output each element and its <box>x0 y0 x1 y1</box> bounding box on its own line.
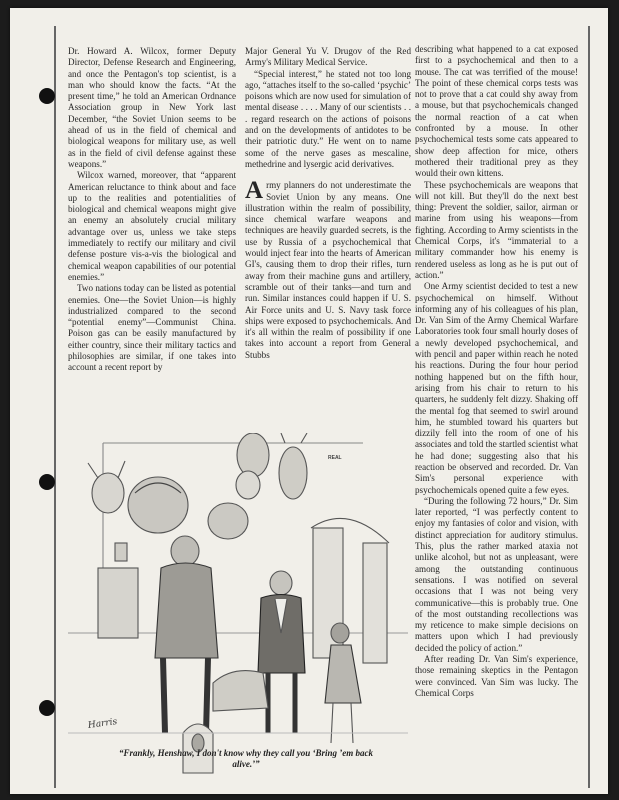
paragraph-dropcap <box>245 177 411 361</box>
document-page <box>10 8 608 794</box>
article-column-2 <box>245 46 411 361</box>
paragraph: Wilcox warned, moreover, that “apparent American reluctance to think about and face up to the realities and potentialities of biological and chemical weapons might give an enemy an absolutely crucial military advantage over us, unless we take steps immediately to rectify our military and civil defense posture vis-a-vis the biological and chemical weapon capabilities of our potential enemies.” <box>68 170 236 282</box>
punch-hole-top <box>39 88 55 104</box>
paragraph: Major General Yu V. Drugov of the Red Army's Military Medical Service. <box>245 46 411 68</box>
cartoon-illustration <box>63 433 410 785</box>
paragraph: “During the following 72 hours,” Dr. Sim later reported, “I was perfectly content to enjoy my fantasies of color and vision, with distinct appreciation for auditory stimulus. This, plus the rather marked ataxia not unlike alcohol, but not as unpleasant, were among the outstanding continuous sensations. I was notified on several occasions that I was not being very communicative—this is probably true. One of the most outstanding recollections was my reticence to make simple decisions on matters upon which I had previously decided the policy of action.” <box>415 495 578 653</box>
paragraph: describing what happened to a cat exposed first to a psychochemical and then to a mouse. The cat was terrified of the mouse! The point of these chemical corps tests was not to prove that a cat could shy away from a mouse, but that psychochemicals changed the normal reaction of a cat when confronted by a mouse. In other psychochemical tests some cats appeared to show deep affection for mice, others mothered their traditional prey as they would their own kittens. <box>415 44 578 179</box>
paragraph: “Special interest,” he stated not too long ago, “attaches itself to the so-called ‘psychic’ poisons which are now used for simulation of mental disease . . . . Many of our scientists . . . regard research on the actions of poisons and on the developments of antidotes to be their patriotic duty.” He went on to name some of the nerve gases as mescaline, methedrine and lysergic acid derivatives. <box>245 68 411 169</box>
cartoon-drawing <box>63 433 410 785</box>
paragraph: Two nations today can be listed as potential enemies. One—the Soviet Union—is highly industrialized compared to the second “potential enemy”—Communist China. Poison gas can be easily manufactured by either country, since their military tactics and philosophies are similar, if one takes into account a recent report by <box>68 283 236 373</box>
cartoon-label: REAL <box>328 455 342 461</box>
article-column-1 <box>68 46 236 374</box>
artist-signature: Harris <box>87 717 118 731</box>
paragraph: After reading Dr. Van Sim's experience, those remaining skeptics in the Pentagon were convinced. Van Sim was lucky. The Chemical Corps <box>415 654 578 698</box>
paragraph: Dr. Howard A. Wilcox, former Deputy Director, Defense Research and Engineering, and once the Pentagon's top scientist, is a man who should know the facts. “At the present time,” he told an American Ordnance Association group in New York last December, “the Soviet Union seems to be ahead of us in the field of chemical and biological weapons for military use, as well as in the field of civil defense against these weapons.” <box>68 46 236 169</box>
punch-hole-bottom <box>39 700 55 716</box>
paragraph: These psychochemicals are weapons that will not kill. But they'll do the next best thing: Prevent the soldier, sailor, airman or marine from using his weapons—from fighting. According to Army scientists in the Chemical Corps, it's “immaterial to a military commander how his enemy is rendered useless as long as he is put out of action.” <box>415 179 578 280</box>
drop-cap: A <box>245 177 264 205</box>
paragraph: One Army scientist decided to test a new psychochemical on himself. Without informing any of his colleagues of his plan, Dr. Van Sim of the Army Chemical Warfare Laboratories took four small hourly doses of a newly developed psychochemical, and with pencil and paper within reach he noted his reactions. During the four hour period nothing happened but on the fifth hour, arising from his chair to return to his quarters, he suddenly felt dizzy. Shaking off the mental fog that seemed to swirl around him, he stumbled toward his quarters but dizzily fell into the room of one of his associates and told the startled scientist what he had done; suggesting also that his reaction be observed and recorded. Dr. Van Sim's personal experience with psychochemicals opened quite a few eyes. <box>415 281 578 495</box>
cartoon-caption: “Frankly, Henshaw, I don't know why they call you ‘Bring ’em back alive.’” <box>118 748 374 769</box>
punch-hole-middle <box>39 474 55 490</box>
article-column-3 <box>415 44 578 699</box>
dropcap-paragraph-text: rmy planners do not underestimate the Soviet Union by any means. One illustration within the realm of possibility, since chemical warfare weapons and techniques are heavily guarded secrets, is the use by Russia of a psychochemical that would inject fear into the hearts of American GI's, causing them to drop their rifles, turn away from their machine guns and artillery, scramble out of their tanks—and turn and run. Similar instances could happen if U. S. Air Force units and U. S. Navy task force ships were exposed to psychochemicals. And it's all within the realm of possibility if one takes into account a report from General Stubbs <box>245 180 411 360</box>
